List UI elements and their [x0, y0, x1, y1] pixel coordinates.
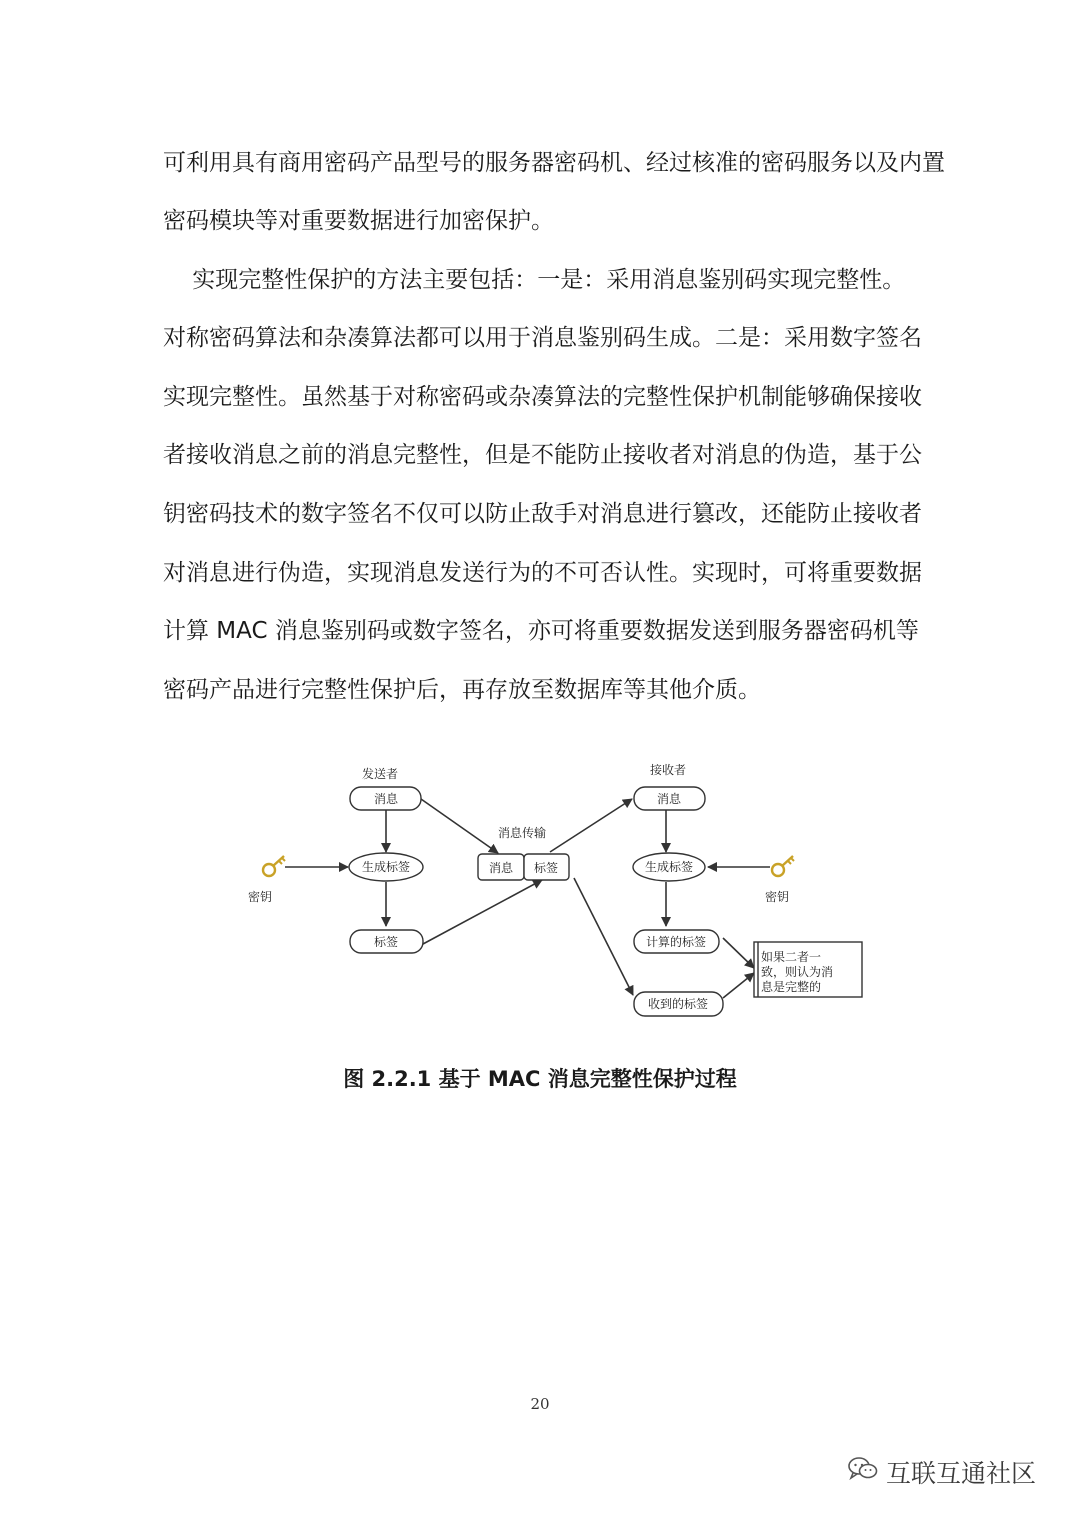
transmission-label: 消息传输 [497, 826, 547, 840]
key-icon [263, 856, 285, 876]
paragraph-line: 者接收消息之前的消息完整性，但是不能防止接收者对消息的伪造，基于公 [163, 442, 922, 468]
paragraph-line: 密码产品进行完整性保护后，再存放至数据库等其他介质。 [163, 677, 761, 703]
receiver-computed-tag-text: 计算的标签 [645, 935, 707, 949]
arrow-tag-to-transit [423, 880, 542, 944]
transit-message-text: 消息 [488, 861, 514, 875]
transit-tag-text: 标签 [533, 861, 559, 875]
paragraph-line: 实现完整性保护的方法主要包括：一是：采用消息鉴别码实现完整性。 [163, 267, 906, 293]
page-number: 20 [530, 1395, 550, 1413]
receiver-key-label: 密钥 [764, 890, 790, 904]
figure-caption: 图 2.2.1 基于 MAC 消息完整性保护过程 [343, 1067, 737, 1091]
receiver-label: 接收者 [649, 763, 687, 777]
paragraph-line: 实现完整性。虽然基于对称密码或杂凑算法的完整性保护机制能够确保接收 [163, 384, 922, 410]
transit-message-node [478, 854, 524, 880]
receiver-received-tag-node [634, 992, 723, 1016]
mac-integrity-diagram [240, 755, 880, 1035]
receiver-generate-tag-node [633, 853, 705, 881]
paragraph-line: 对消息进行伪造，实现消息发送行为的不可否认性。实现时，可将重要数据 [163, 560, 922, 586]
receiver-computed-tag-node [634, 930, 719, 953]
sender-message-node [350, 787, 421, 810]
paragraph-line: 可利用具有商用密码产品型号的服务器密码机、经过核准的密码服务以及内置 [163, 150, 945, 176]
sender-message-text: 消息 [373, 792, 399, 806]
paragraph-line: 密码模块等对重要数据进行加密保护。 [163, 208, 554, 234]
paragraph-line: 对称密码算法和杂凑算法都可以用于消息鉴别码生成。二是：采用数字签名 [163, 325, 922, 351]
arrow-transit-to-receiver-message [550, 799, 632, 852]
comparison-note [754, 942, 862, 997]
sender-generate-tag-text: 生成标签 [361, 860, 411, 874]
watermark [848, 1452, 1036, 1492]
receiver-received-tag-text: 收到的标签 [647, 997, 709, 1011]
arrow-message-to-transit [421, 799, 498, 853]
key-icon [772, 856, 794, 876]
sender-label: 发送者 [361, 767, 399, 781]
comparison-note-line: 息是完整的 [761, 980, 822, 994]
arrow-transit-to-received [574, 878, 633, 995]
paragraph-line: 计算 MAC 消息鉴别码或数字签名，亦可将重要数据发送到服务器密码机等 [163, 618, 919, 644]
sender-key-label: 密钥 [247, 890, 273, 904]
receiver-message-text: 消息 [656, 792, 682, 806]
arrow-computed-to-compare [723, 938, 754, 968]
comparison-note-line: 如果二者一 [761, 950, 822, 964]
transit-tag-node [524, 854, 569, 880]
sender-generate-tag-node [349, 853, 423, 881]
paragraph-line: 钥密码技术的数字签名不仅可以防止敌手对消息进行篡改，还能防止接收者 [163, 501, 922, 527]
receiver-generate-tag-text: 生成标签 [644, 860, 694, 874]
arrow-received-to-compare [723, 973, 754, 998]
receiver-message-node [634, 787, 705, 810]
wechat-icon [848, 1456, 878, 1488]
sender-tag-node [350, 930, 423, 953]
comparison-note-line: 致，则认为消 [761, 965, 834, 979]
sender-tag-text: 标签 [373, 935, 399, 949]
watermark-text: 互联互通社区 [886, 1459, 1037, 1488]
